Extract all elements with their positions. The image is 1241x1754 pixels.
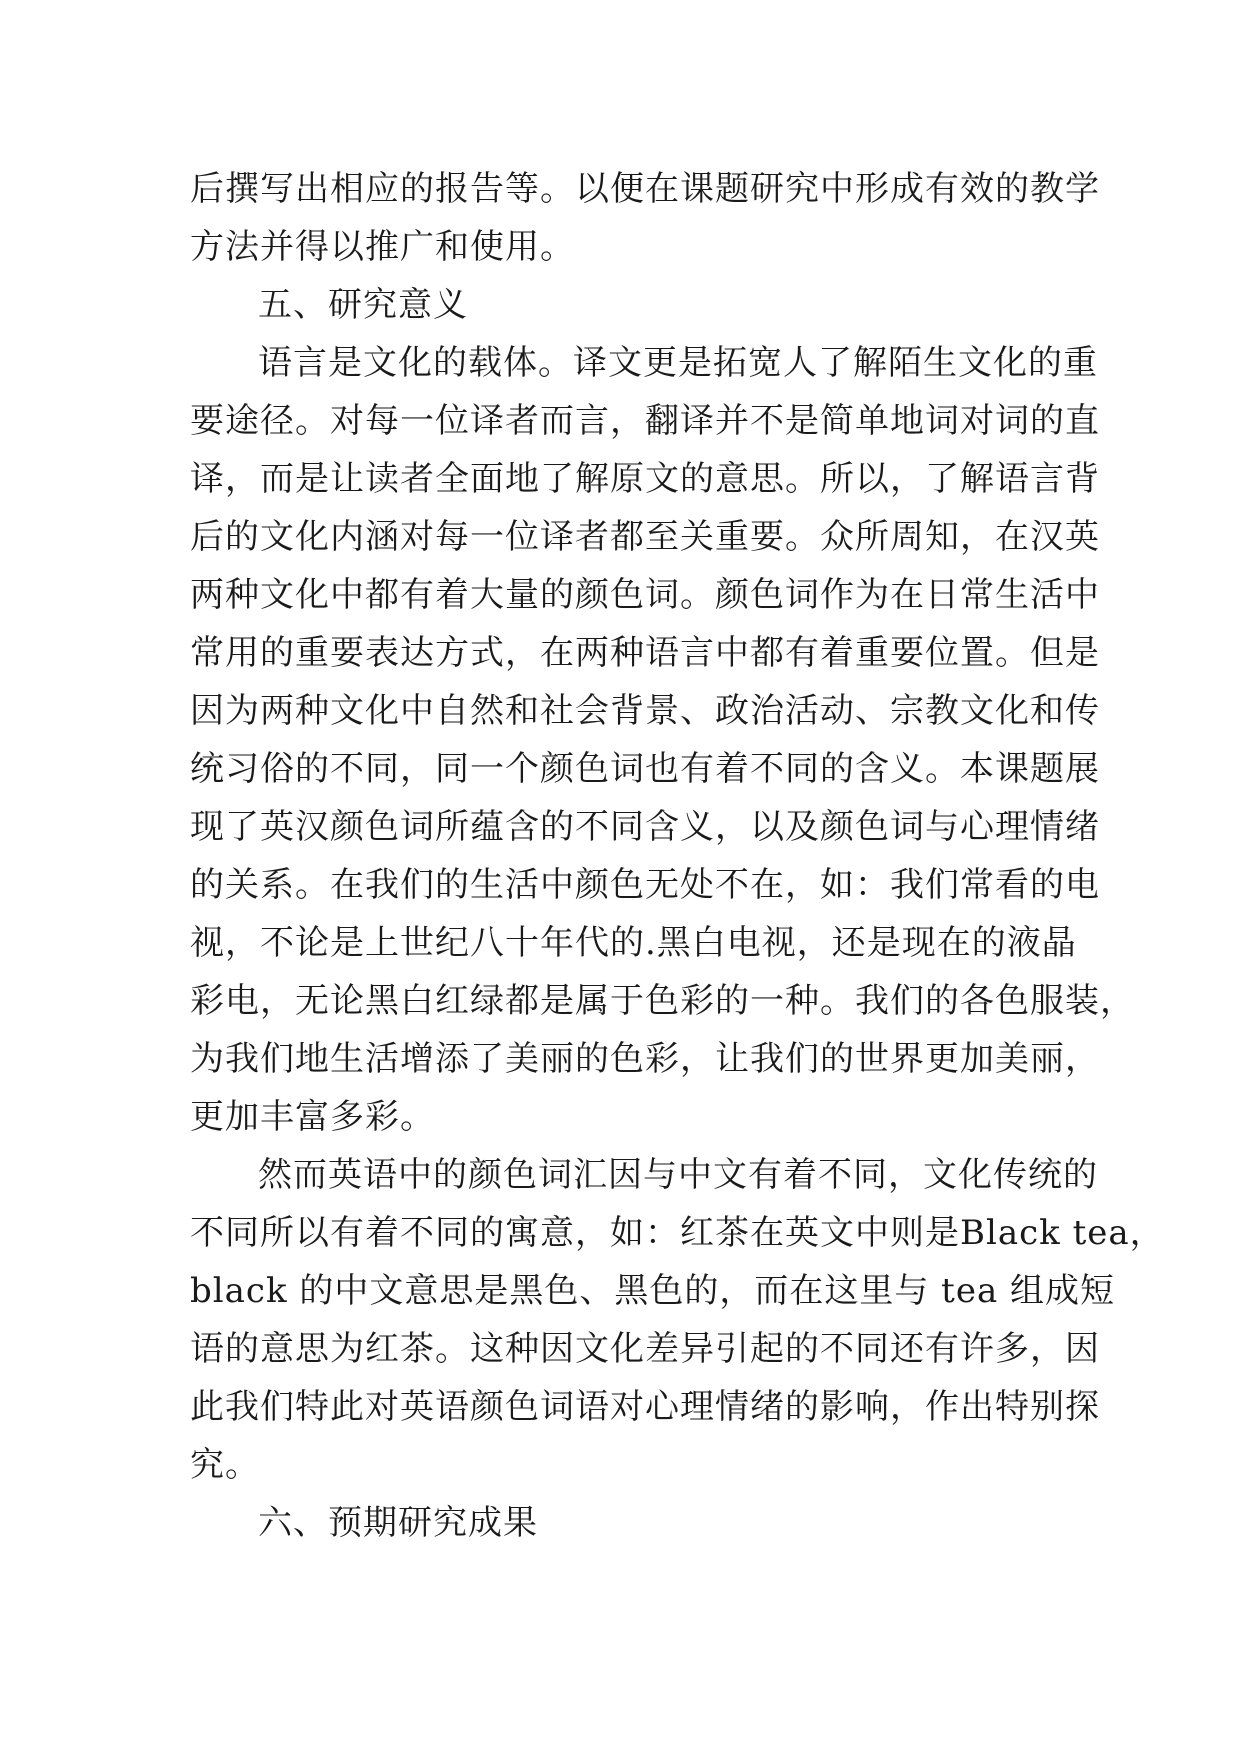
text-line: 彩电，无论黑白红绿都是属于色彩的一种。我们的各色服装， [190, 981, 1135, 1021]
text-line: 因为两种文化中自然和社会背景、政治活动、宗教文化和传 [190, 691, 1100, 731]
text-line: 后的文化内涵对每一位译者都至关重要。众所周知，在汉英 [190, 517, 1100, 557]
section-heading-research-significance: 五、研究意义 [258, 285, 468, 325]
text-line: 语言是文化的载体。译文更是拓宽人了解陌生文化的重 [258, 343, 1098, 383]
text-line: 不同所以有着不同的寓意，如：红茶在英文中则是Black tea， [190, 1213, 1165, 1253]
text-line: 更加丰富多彩。 [190, 1097, 435, 1137]
section-heading-expected-results: 六、预期研究成果 [258, 1503, 538, 1543]
text-line: 为我们地生活增添了美丽的色彩，让我们的世界更加美丽， [190, 1039, 1100, 1079]
text-line: black 的中文意思是黑色、黑色的，而在这里与 tea 组成短 [190, 1271, 1116, 1311]
text-line: 方法并得以推广和使用。 [190, 227, 575, 267]
document-body [190, 160, 1165, 1552]
text-line: 要途径。对每一位译者而言，翻译并不是简单地词对词的直 [190, 401, 1100, 441]
text-line: 的关系。在我们的生活中颜色无处不在，如：我们常看的电 [190, 865, 1100, 905]
text-line: 此我们特此对英语颜色词语对心理情绪的影响，作出特别探 [190, 1387, 1100, 1427]
text-line: 两种文化中都有着大量的颜色词。颜色词作为在日常生活中 [190, 575, 1100, 615]
text-line: 统习俗的不同，同一个颜色词也有着不同的含义。本课题展 [190, 749, 1100, 789]
text-line: 常用的重要表达方式，在两种语言中都有着重要位置。但是 [190, 633, 1100, 673]
text-line: 后撰写出相应的报告等。以便在课题研究中形成有效的教学 [190, 169, 1100, 209]
text-line: 译，而是让读者全面地了解原文的意思。所以，了解语言背 [190, 459, 1100, 499]
text-line: 然而英语中的颜色词汇因与中文有着不同，文化传统的 [258, 1155, 1098, 1195]
text-line: 视，不论是上世纪八十年代的.黑白电视，还是现在的液晶 [190, 923, 1077, 963]
text-line: 语的意思为红茶。这种因文化差异引起的不同还有许多，因 [190, 1329, 1100, 1369]
text-line: 现了英汉颜色词所蕴含的不同含义，以及颜色词与心理情绪 [190, 807, 1100, 847]
text-line: 究。 [190, 1445, 260, 1485]
